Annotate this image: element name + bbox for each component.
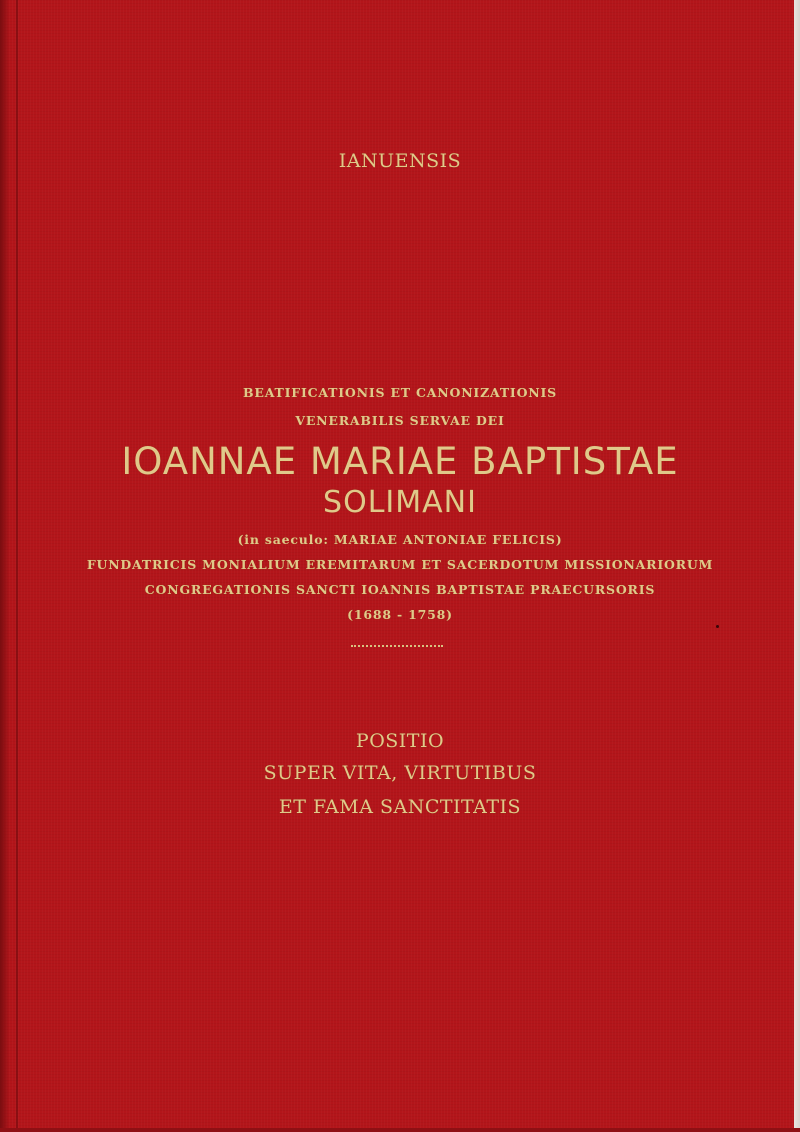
founder-line-2: CONGREGATIONIS SANCTI IOANNIS BAPTISTAE PRAECURSORIS <box>144 582 656 597</box>
founder-line-1: FUNDATRICIS MONIALIUM EREMITARUM ET SACERDOTUM MISSIONARIORUM <box>86 557 714 572</box>
secular-name: (in saeculo: MARIAE ANTONIAE FELICIS) <box>237 532 563 547</box>
page-edge <box>794 0 800 1132</box>
diocese-title: IANUENSIS <box>338 150 462 172</box>
positio-title: POSITIO <box>355 730 445 752</box>
servant-name-line-2: SOLIMANI <box>323 485 477 520</box>
cause-line-1: BEATIFICATIONIS ET CANONIZATIONIS <box>243 385 557 400</box>
bottom-edge <box>0 1128 800 1132</box>
decorative-rule <box>351 645 443 647</box>
life-dates: (1688 - 1758) <box>347 607 453 622</box>
hinge-line <box>16 0 18 1132</box>
servant-name-line-1: IOANNAE MARIAE BAPTISTAE <box>121 440 679 483</box>
cause-line-2: VENERABILIS SERVAE DEI <box>295 413 505 428</box>
positio-subtitle-2: ET FAMA SANCTITATIS <box>278 796 522 818</box>
positio-subtitle-1: SUPER VITA, VIRTUTIBUS <box>263 762 537 784</box>
spine-shadow <box>0 0 10 1132</box>
cloth-speck <box>716 625 719 628</box>
